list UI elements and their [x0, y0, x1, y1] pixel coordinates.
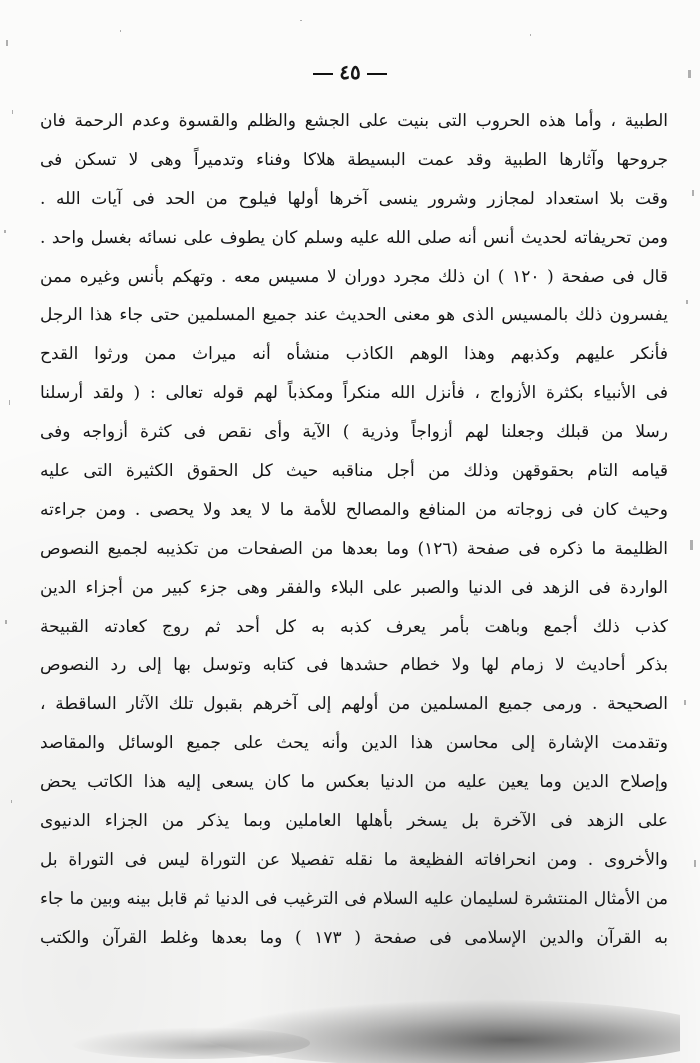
- text-line-1: الطبية ، وأما هذه الحروب التى بنيت على الجشع والظلم والقسوة وعدم الرحمة فان: [40, 111, 668, 131]
- text-line-4: ومن تحريفاته لحديث أنس أنه صلى الله عليه وسلم كان يطوف على نسائه بغسل واحد .: [40, 227, 668, 248]
- page-number-dash-left: [367, 73, 387, 75]
- text-line-19: على الزهد فى الآخرة بل يسخر بأهلها العاملين وبما يذكر من الجزاء الدنيوى: [40, 811, 668, 832]
- page-number-value: ٤٥: [339, 60, 361, 84]
- text-line-7: فأنكر عليهم وكذبهم وهذا الوهم الكاذب منشأه أنه ميراث ممن ورثوا القدح: [40, 344, 668, 365]
- text-line-6: يفسرون ذلك بالمسيس الذى هو معنى الحديث عند جميع المسلمين حتى جاء هذا الرجل: [40, 305, 668, 326]
- text-line-16: الصحيحة . ورمى جميع المسلمين من أولهم إلى آخرهم بقبول تلك الآثار الساقطة ،: [40, 694, 668, 715]
- text-line-8: فى الأنبياء بكثرة الأزواج ، فأنزل الله منكراً ومكذباً لهم قوله تعالى : ( ولقد أرسلنا: [40, 383, 668, 404]
- text-line-3: وقت بلا استعداد لمجازر وشرور ينسى آخرها أولها فيلوح من الحد فى آيات الله .: [40, 188, 668, 209]
- text-line-12: الظليمة ما ذكره فى صفحة (١٢٦) وما بعدها من الصفحات من تكذيبه لجميع النصوص: [40, 538, 668, 559]
- text-line-2: جروحها وآثارها الطبية وقد عمت البسيطة هلاكا وفناء وتدميراً وهى لا تسكن فى: [40, 149, 668, 170]
- text-line-22: به القرآن والدين الإسلامى فى صفحة ( ١٧٣ ) وما بعدها وغلط القرآن والكتب: [40, 927, 668, 948]
- text-line-15: بذكر أحاديث لا زمام لها ولا خطام حشدها فى كتابه وتوسل بها إلى رد النصوص: [40, 655, 668, 676]
- scan-bottom-smudge: [40, 985, 680, 1063]
- page-number: [0, 60, 700, 84]
- page-number-dash-right: [313, 73, 333, 75]
- text-line-5: قال فى صفحة ( ١٢٠ ) ان ذلك مجرد دوران لا مسيس معه . وتهكم بأنس وغيره ممن: [40, 266, 668, 287]
- text-line-9: رسلا من قبلك وجعلنا لهم أزواجاً وذرية ) الآية وأى نقص فى كثرة أزواجه وفى: [40, 422, 668, 443]
- text-line-13: الواردة فى الزهد فى الدنيا والصبر على البلاء والفقر وهى جزء كبير من أجزاء الدين: [40, 577, 668, 598]
- text-line-20: والأخروى . ومن انحرافاته الفظيعة ما نقله تفصيلا عن التوراة ليس فى التوراة بل: [40, 849, 668, 870]
- text-line-11: وحيث كان فى زوجاته من المنافع والمصالح للأمة ما لا يعد ولا يحصى . ومن جراءته: [40, 499, 668, 520]
- text-line-18: وإصلاح الدين وما يعين عليه من الدنيا بعكس ما كان يسعى إليه هذا الكاتب يحض: [40, 772, 668, 793]
- body-text: [40, 102, 668, 958]
- text-line-14: كذب ذلك أجمع وباهت بأمر يعرف كذبه به كل أحد ثم روج كعادته القبيحة: [40, 616, 668, 637]
- text-line-10: قيامه التام بحقوقهن وذلك من أجل مناقبه حيث كل الحقوق الكثيرة التى عليه: [40, 461, 668, 482]
- text-line-17: وتقدمت الإشارة إلى محاسن هذا الدين وأنه يحث على جميع الوسائل والمقاصد: [40, 733, 668, 754]
- text-line-21: من الأمثال المنتشرة لسليمان عليه السلام فى الترغيب فى الدنيا ثم قابل بينه وبين ما جاء: [40, 888, 668, 909]
